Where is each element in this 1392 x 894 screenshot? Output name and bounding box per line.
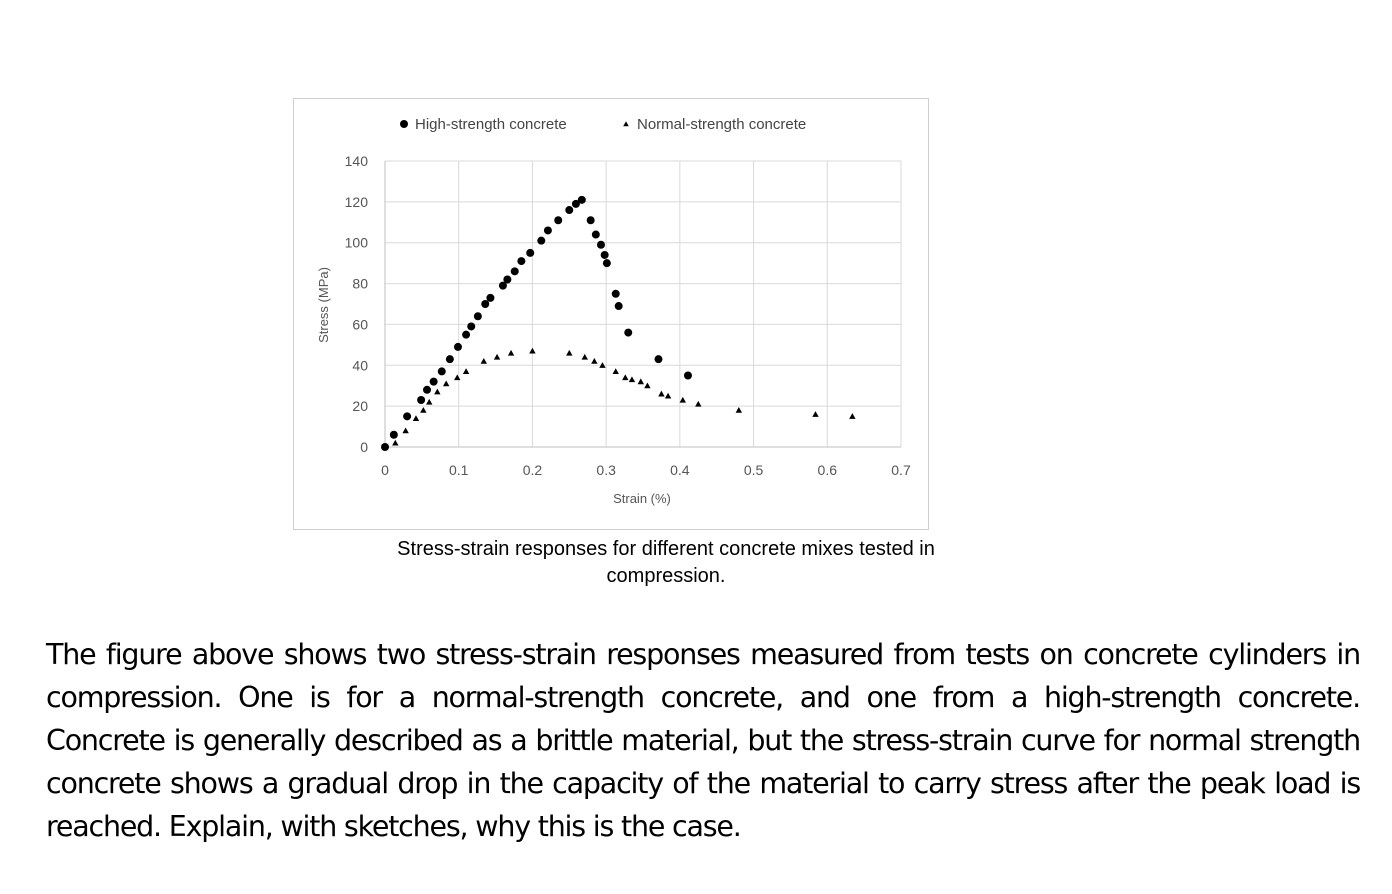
data-point-high-strength bbox=[624, 329, 632, 337]
chart-axes bbox=[385, 161, 901, 447]
x-tick-label: 0.5 bbox=[743, 462, 764, 478]
data-point-normal-strength bbox=[644, 383, 650, 389]
data-point-normal-strength bbox=[566, 350, 572, 356]
series-high-strength bbox=[381, 196, 692, 451]
data-point-normal-strength bbox=[638, 378, 644, 384]
data-point-normal-strength bbox=[629, 376, 635, 382]
data-point-high-strength bbox=[486, 294, 494, 302]
x-axis-title: Strain (%) bbox=[613, 491, 671, 506]
chart-marks bbox=[381, 196, 856, 451]
data-point-high-strength bbox=[423, 386, 431, 394]
data-point-normal-strength bbox=[392, 440, 398, 446]
series-normal-strength bbox=[382, 348, 856, 450]
data-point-normal-strength bbox=[622, 374, 628, 380]
y-tick-label: 60 bbox=[352, 316, 368, 333]
y-tick-label: 80 bbox=[352, 275, 368, 292]
data-point-normal-strength bbox=[591, 358, 597, 364]
data-point-high-strength bbox=[537, 237, 545, 245]
data-point-normal-strength bbox=[434, 389, 440, 395]
legend-item bbox=[623, 116, 806, 133]
x-tick-label: 0.3 bbox=[596, 462, 616, 478]
x-tick-label: 0.6 bbox=[817, 462, 838, 478]
data-point-normal-strength bbox=[481, 358, 487, 364]
data-point-high-strength bbox=[526, 249, 534, 257]
data-point-high-strength bbox=[597, 241, 605, 249]
stress-strain-chart bbox=[294, 99, 930, 531]
data-point-high-strength bbox=[446, 355, 454, 363]
caption-line-1: Stress-strain responses for different concrete mixes tested in bbox=[397, 538, 935, 560]
y-tick-label: 100 bbox=[344, 234, 368, 251]
data-point-normal-strength bbox=[463, 368, 469, 374]
data-point-high-strength bbox=[403, 412, 411, 420]
y-tick-label: 20 bbox=[352, 398, 368, 415]
data-point-normal-strength bbox=[582, 354, 588, 360]
x-tick-label: 0.1 bbox=[448, 462, 469, 478]
data-point-high-strength bbox=[474, 312, 482, 320]
y-tick-label: 140 bbox=[344, 153, 368, 169]
data-point-normal-strength bbox=[613, 368, 619, 374]
data-point-high-strength bbox=[544, 226, 552, 234]
data-point-high-strength bbox=[654, 355, 662, 363]
data-point-high-strength bbox=[517, 257, 525, 265]
data-point-high-strength bbox=[578, 196, 586, 204]
data-point-high-strength bbox=[554, 216, 562, 224]
data-point-high-strength bbox=[430, 378, 438, 386]
data-point-normal-strength bbox=[420, 407, 426, 413]
data-point-high-strength bbox=[684, 372, 692, 380]
chart-legend bbox=[400, 116, 806, 133]
data-point-high-strength bbox=[481, 300, 489, 308]
data-point-high-strength bbox=[587, 216, 595, 224]
data-point-high-strength bbox=[417, 396, 425, 404]
figure-caption bbox=[300, 536, 1032, 590]
data-point-high-strength bbox=[462, 331, 470, 339]
y-axis-title: Stress (MPa) bbox=[316, 267, 331, 343]
legend-label: High-strength concrete bbox=[415, 116, 567, 133]
data-point-high-strength bbox=[603, 259, 611, 267]
question-paragraph: The figure above shows two stress-strain responses measured from tests on concrete cylinders in compression. One is for a normal-strength concrete, and one from a high-strength concrete. Concrete is generally described as a brittle material, but the stress-strain curve for normal strength concrete shows a gradual drop in the capacity of the material to carry stress after the peak load is reached. Explain, with sketches, why this is the case. bbox=[46, 638, 1360, 843]
data-point-normal-strength bbox=[849, 413, 855, 419]
chart-grid bbox=[385, 161, 901, 447]
data-point-high-strength bbox=[390, 431, 398, 439]
data-point-high-strength bbox=[565, 206, 573, 214]
legend-item bbox=[400, 116, 567, 133]
y-tick-label: 0 bbox=[360, 439, 368, 455]
data-point-high-strength bbox=[615, 302, 623, 310]
figure-frame bbox=[293, 98, 929, 530]
data-point-high-strength bbox=[601, 251, 609, 259]
x-tick-label: 0.7 bbox=[891, 462, 911, 478]
data-point-high-strength bbox=[438, 367, 446, 375]
x-tick-label: 0.2 bbox=[522, 462, 543, 478]
legend-label: Normal-strength concrete bbox=[637, 116, 807, 133]
data-point-high-strength bbox=[467, 322, 475, 330]
legend-triangle-marker bbox=[623, 121, 629, 126]
legend-circle-marker bbox=[400, 120, 408, 128]
y-tick-label: 120 bbox=[344, 193, 368, 210]
data-point-normal-strength bbox=[665, 393, 671, 399]
data-point-high-strength bbox=[511, 267, 519, 275]
data-point-high-strength bbox=[592, 231, 600, 239]
data-point-normal-strength bbox=[494, 354, 500, 360]
data-point-normal-strength bbox=[529, 348, 535, 354]
data-point-normal-strength bbox=[680, 397, 686, 403]
data-point-normal-strength bbox=[413, 415, 419, 421]
data-point-normal-strength bbox=[695, 401, 701, 407]
data-point-high-strength bbox=[454, 343, 462, 351]
caption-line-2: compression. bbox=[606, 565, 726, 587]
data-point-high-strength bbox=[612, 290, 620, 298]
data-point-normal-strength bbox=[812, 411, 818, 417]
data-point-normal-strength bbox=[508, 350, 514, 356]
data-point-high-strength bbox=[503, 275, 511, 283]
data-point-normal-strength bbox=[736, 407, 742, 413]
data-point-normal-strength bbox=[443, 380, 449, 386]
data-point-normal-strength bbox=[658, 391, 664, 397]
data-point-normal-strength bbox=[402, 427, 408, 433]
x-tick-label: 0.4 bbox=[670, 462, 690, 478]
x-tick-label: 0 bbox=[381, 462, 389, 478]
y-tick-label: 40 bbox=[352, 357, 368, 374]
data-point-normal-strength bbox=[426, 399, 432, 405]
data-point-normal-strength bbox=[454, 374, 460, 380]
